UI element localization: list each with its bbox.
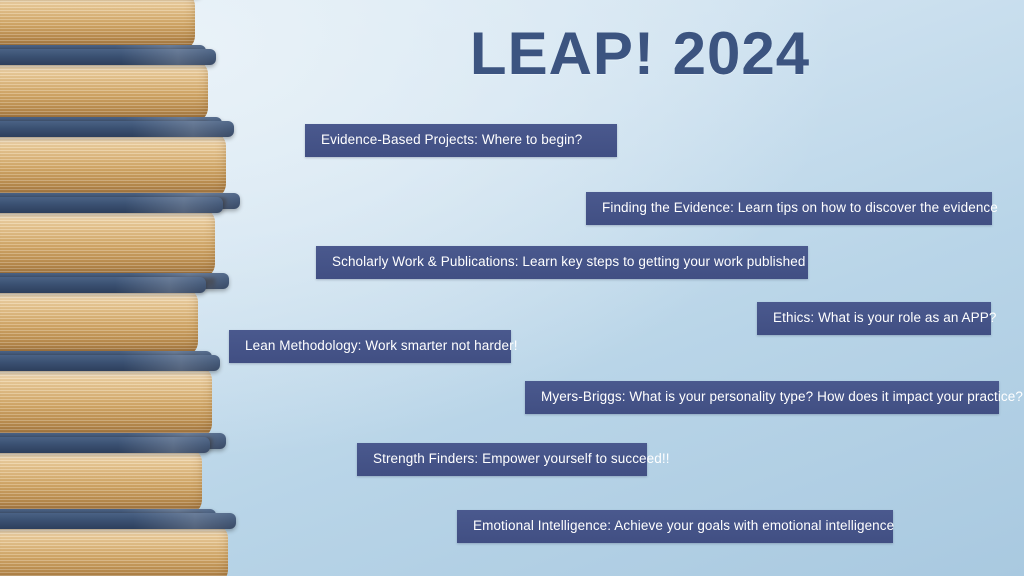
session-label: Lean Methodology: Work smarter not harder! xyxy=(245,338,518,353)
page-title: LEAP! 2024 xyxy=(469,20,811,87)
book-cover-top xyxy=(0,197,223,213)
session-label: Evidence-Based Projects: Where to begin? xyxy=(321,132,583,147)
book-8 xyxy=(0,524,228,576)
session-label: Strength Finders: Empower yourself to succeed!! xyxy=(373,451,670,466)
book-cover-top xyxy=(0,355,220,371)
book-2 xyxy=(0,60,208,122)
session-bar[interactable] xyxy=(229,330,518,363)
book-cover-top xyxy=(0,49,216,65)
session-label: Finding the Evidence: Learn tips on how to discover the evidence xyxy=(602,200,998,215)
book-pages xyxy=(0,448,202,514)
book-pages xyxy=(0,132,226,198)
book-7 xyxy=(0,448,202,514)
book-6 xyxy=(0,366,212,438)
book-pages xyxy=(0,288,198,356)
book-cover-top xyxy=(0,513,236,529)
session-bar[interactable] xyxy=(757,302,997,335)
session-bar[interactable] xyxy=(357,443,670,476)
session-bar[interactable] xyxy=(525,381,1023,414)
book-5 xyxy=(0,288,198,356)
book-pages xyxy=(0,366,212,438)
session-label: Emotional Intelligence: Achieve your goals with emotional intelligence xyxy=(473,518,895,533)
session-bar[interactable] xyxy=(586,192,998,225)
book-pages xyxy=(0,524,228,576)
book-cover-top xyxy=(0,277,206,293)
book-4 xyxy=(0,208,215,278)
session-bar[interactable] xyxy=(305,124,617,157)
book-cover-top xyxy=(0,437,210,453)
session-label: Myers-Briggs: What is your personality type? How does it impact your practice? xyxy=(541,389,1023,404)
book-stack-image xyxy=(0,0,300,576)
book-3 xyxy=(0,132,226,198)
book-pages xyxy=(0,60,208,122)
book-1 xyxy=(0,0,195,50)
session-bar[interactable] xyxy=(457,510,893,543)
session-label: Scholarly Work & Publications: Learn key steps to getting your work published xyxy=(332,254,806,269)
session-label: Ethics: What is your role as an APP? xyxy=(773,310,997,325)
book-pages xyxy=(0,0,195,50)
book-cover-top xyxy=(0,121,234,137)
session-bar[interactable] xyxy=(316,246,808,279)
book-pages xyxy=(0,208,215,278)
